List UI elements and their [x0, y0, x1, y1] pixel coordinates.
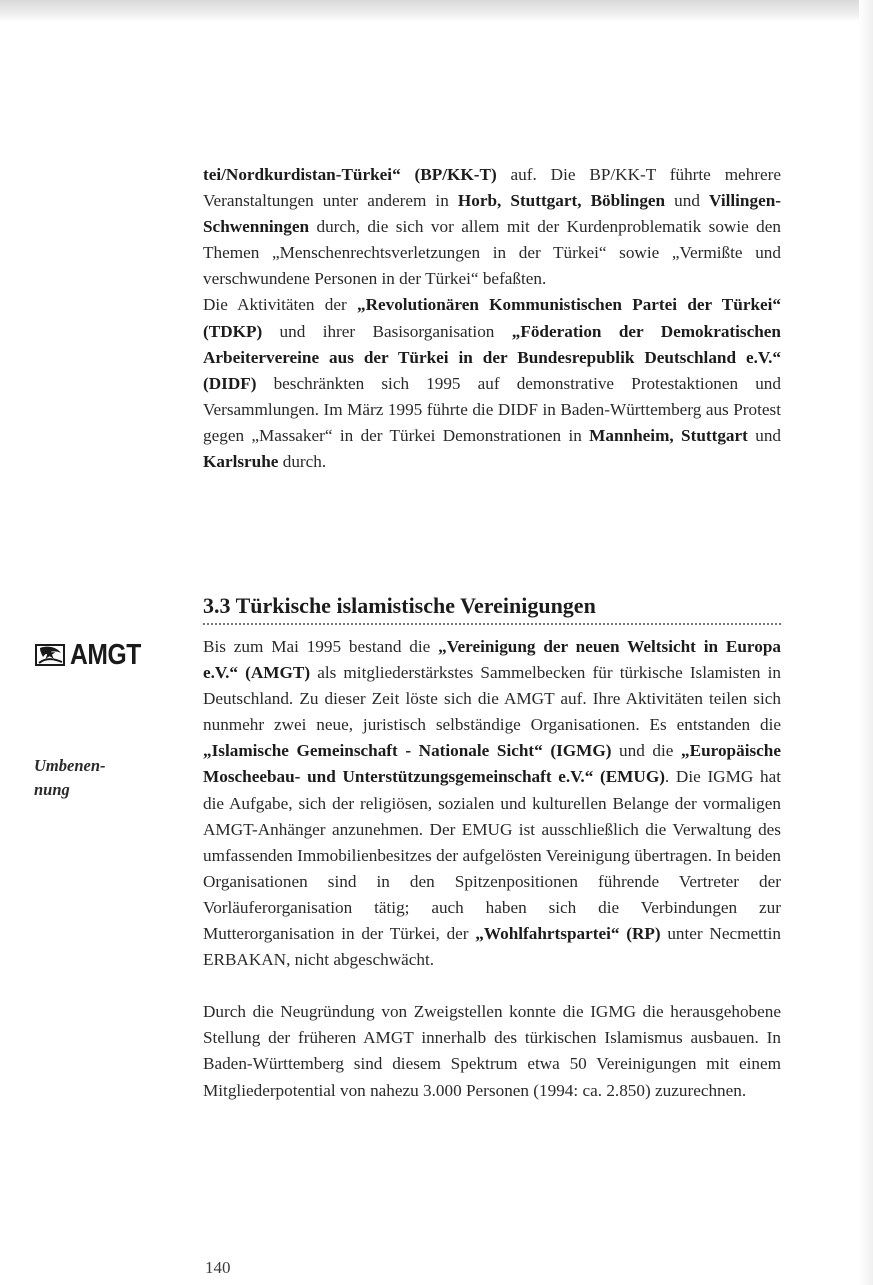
org-name-bold: „Islamische Gemeinschaft - Nationale Sicht“ (IGMG) [203, 741, 612, 761]
paragraph-bp-kkt: tei/Nordkurdistan-Türkei“ (BP/KK-T) auf. Die BP/KK-T führte mehrere Veranstaltungen unter anderem in Horb, Stuttgart, Böblingen und Villingen-Schwenningen durch, die sich vor allem mit der Kurdenproblematik sowie den Themen „Menschenrechtsverletzungen in der Türkei“ sowie „Vermißte und verschwundene Personen in der Türkei“ befaßten. [203, 165, 781, 289]
paragraph-igmg: Durch die Neugründung von Zweigstellen konnte die IGMG die herausgehobene Stellung der früheren AMGT innerhalb des türkischen Islamismus ausbauen. In Baden-Württemberg sind diesem Spektrum etwa 50 Vereinigungen mit einem Mitgliederpotential von nahezu 3.000 Personen (1994: ca. 2.850) zuzurechnen. [203, 1002, 781, 1100]
org-name-bold: „Europäische Moscheebau- und Unterstützungsgemeinschaft e.V.“ (EMUG) [203, 741, 781, 787]
section-heading: 3.3 Türkische islamistische Vereinigungen [203, 592, 781, 625]
org-name-bold: „Vereinigung der neuen Weltsicht in Europa e.V.“ (AMGT) [203, 637, 781, 683]
place-names-bold: Horb, Stuttgart, Böblingen [457, 191, 666, 211]
org-name-bold: „Wohlfahrtspartei“ (RP) [475, 924, 661, 944]
org-name-bold: „Föderation der Demokratischen Arbeitervereine aus der Türkei in der Bundesrepublik Deutschland e.V.“ (DIDF) [203, 321, 781, 393]
place-names-bold: Mannheim, Stuttgart [589, 425, 748, 445]
logo-text: AMGT [70, 639, 141, 671]
page-number: 140 [205, 1258, 231, 1277]
org-name-bold: tei/Nordkurdistan-Türkei“ (BP/KK-T) [203, 165, 497, 184]
amgt-logo [33, 640, 153, 670]
body-text-upper [203, 162, 781, 475]
place-name-bold: Villingen-Schwenningen [203, 191, 781, 237]
body-text-section [203, 634, 781, 1104]
scan-shadow-right [859, 0, 873, 1285]
org-name-bold: „Revolutionären Kommunistischen Partei der Türkei“ (TDKP) [203, 295, 782, 341]
crescent-star-icon [33, 641, 67, 669]
margin-note: Umbenen- nung [34, 756, 106, 799]
paragraph-tdkp: Die Aktivitäten der „Revolutionären Kommunistischen Partei der Türkei“ (TDKP) und ihrer Basisorganisation „Föderation der Demokratischen Arbeitervereine aus der Türkei in der Bundesrepublik Deutschland e.V.“ (DIDF) beschränkten sich 1995 auf demonstrative Protestaktionen und Versammlungen. Im März 1995 führte die DIDF in Baden-Württemberg aus Protest gegen „Massaker“ in der Türkei Demonstrationen in Mannheim, Stuttgart und Karlsruhe durch. [203, 295, 782, 472]
paragraph-gap [203, 973, 781, 999]
place-name-bold: Karlsruhe [203, 452, 279, 472]
paragraph-amgt: Bis zum Mai 1995 bestand die „Vereinigung der neuen Weltsicht in Europa e.V.“ (AMGT) als mitgliederstärkstes Sammelbecken für türkische Islamisten in Deutschland. Zu dieser Zeit löste sich die AMGT auf. Ihre Aktivitäten teilen sich nunmehr zwei neue, juristisch selbständige Organisationen. Es entstanden die „Islamische Gemeinschaft - Nationale Sicht“ (IGMG) und die „Europäische Moscheebau- und Unterstützungsgemeinschaft e.V.“ (EMUG). Die IGMG hat die Aufgabe, sich der religiösen, sozialen und kulturellen Belange der vormaligen AMGT-Anhänger anzunehmen. Der EMUG ist ausschließlich die Verwaltung des umfassenden Immobilienbesitzes der aufgelösten Vereinigung übertragen. In beiden Organisationen sind in den Spitzenpositionen führende Vertreter der Vorläuferorganisation tätig; auch haben sich die Verbindungen zur Mutterorganisation in der Türkei, der „Wohlfahrtspartei“ (RP) unter Necmettin ERBAKAN, nicht abgeschwächt. [203, 637, 781, 970]
scan-shadow-top [0, 0, 873, 22]
